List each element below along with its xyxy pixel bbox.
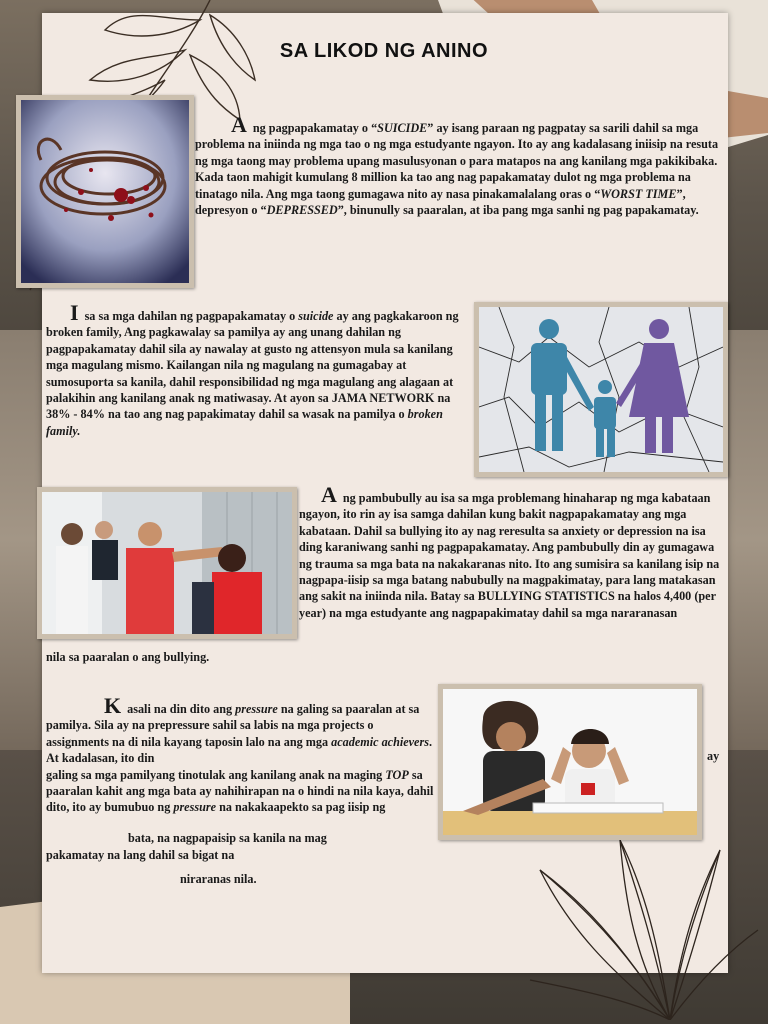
rope-image-icon — [21, 100, 189, 283]
text-span: na galing sa paaralan at sa pamilya. Sila ay na prepressure sahil sa labis na mga projects o assignments na di nila kayang taposin lalo na ang mga — [46, 702, 420, 749]
palm-leaf-icon — [520, 830, 760, 1020]
italic-span: academic achievers — [331, 734, 429, 749]
pressure-photo — [438, 684, 702, 840]
italic-span: pressure — [235, 702, 278, 716]
dropcap: A — [321, 482, 337, 507]
text-span: sa sa mga dahilan ng pagpapakamatay o — [84, 309, 299, 323]
italic-span: DEPRESSED — [266, 203, 338, 218]
text-span: ay ang pagkakaroon ng broken family, Ang pagkawalay sa pamilya ay ang unang dahilan ng pagpapakamatay dahil sila ay nawalay at gusto ng attensyon mula sa kanilang mga magulang mismo. Kailangan nila ng magulang na gumagabay at sumosuporta sa kanila, dahil responsibilidad ng mga magulang ang alagaan at palakihin ang kanilang anak ng matiwasay. At ayon sa JAMA NETWORK na 38% - 84% na tao ang nag papakimatay dahil sa wasak na pamilya o — [46, 309, 459, 422]
dropcap: K — [104, 693, 122, 718]
text-span: asali na din dito ang — [127, 702, 236, 716]
text-span: ”, binunully sa paaralan, at iba pang mga sanhi ng pag papakamatay. — [337, 203, 699, 218]
text-span: sa paaralan kahit ang mga bata ay nahihirapan na o hindi na nila kaya, dahil dito, ito ay bumubuo ng — [46, 767, 434, 815]
pressure-line-7: bata, na nagpapaisip sa kanila na mag — [128, 831, 327, 845]
text-span: ng pambubully au isa sa mga problemang hinaharap ng mga kabataan ngayon, ito rin ay isa samga dahilan kung bakit nagpapakamatay ang mga kabataan. Dahil sa bullying ito ay nag reresulta sa anxiety or depression na isa ding karaniwang sanhi ng pagpapakamatay. Ang pambubully din ay gumagawa ng trauma sa mga bata na nakakaranas nito. Ito ang sumisira sa kanilang isip na nagpapa-iisip sa mga batang nabubully na magpakimatay, para lang matakasan ang sakit na iniinda nila. Batay sa BULLYING STATISTICS na halos 4,400 (per year) na mga estudyante ang nagpapakimatay dahil sa mga nararanasan — [299, 491, 720, 620]
family-pictogram-icon — [479, 307, 723, 472]
text-span: . At kadalasan, ito din — [46, 734, 432, 766]
italic-span: suicide — [298, 309, 334, 323]
paragraph-pressure — [46, 693, 434, 816]
paragraph-suicide-intro — [195, 112, 725, 218]
text-span: ng pagpapakamatay o “ — [252, 121, 378, 135]
bullying-photo — [37, 487, 297, 639]
pressure-line-8: pakamatay na lang dahil sa bigat na — [46, 848, 235, 862]
italic-span: pressure — [173, 800, 217, 815]
italic-span: broken family. — [46, 407, 443, 438]
italic-span: SUICIDE — [377, 121, 428, 135]
page-title: SA LIKOD NG ANINO — [279, 40, 489, 62]
italic-span: TOP — [385, 767, 409, 782]
italic-span: WORST TIME — [600, 186, 677, 201]
dropcap: A — [231, 112, 247, 137]
ay-word: ay — [707, 749, 720, 763]
pressure-line-9: niraranas nila. — [180, 872, 257, 886]
text-span: na nakakaapekto sa pag iisip ng — [216, 800, 386, 815]
rope-photo — [16, 95, 194, 288]
paragraph-bullying — [299, 482, 725, 621]
paragraph-broken-family — [46, 300, 464, 439]
family-photo — [474, 302, 728, 477]
dropcap: I — [70, 300, 79, 325]
bullying-scene-icon — [42, 492, 292, 634]
text-span: ” ay isang paraan ng pagpatay sa sarili dahil sa mga problema na iniinda ng mga tao o ng mga estudyante ngayon. Ito ay ang kadalasang iniisip na resuta ng mga taong may problema upang masulusyonan o para matapos na ang kanilang mga pakikibaka. Kada taon mahigit kumulang 8 million ka tao ang nag papakamatay dulot ng mga problema na tinatago nila. Ang mga taong gumagawa nito ay nasa pinakamalalang oras o “ — [195, 121, 719, 201]
text-span: ”, depresyon o “ — [195, 186, 686, 218]
pressure-scene-icon — [443, 689, 697, 835]
paragraph-bullying-tail: nila sa paaralan o ang bullying. — [46, 650, 210, 664]
text-span: galing sa mga pamilyang tinotulak ang kanilang anak na maging — [46, 767, 386, 782]
